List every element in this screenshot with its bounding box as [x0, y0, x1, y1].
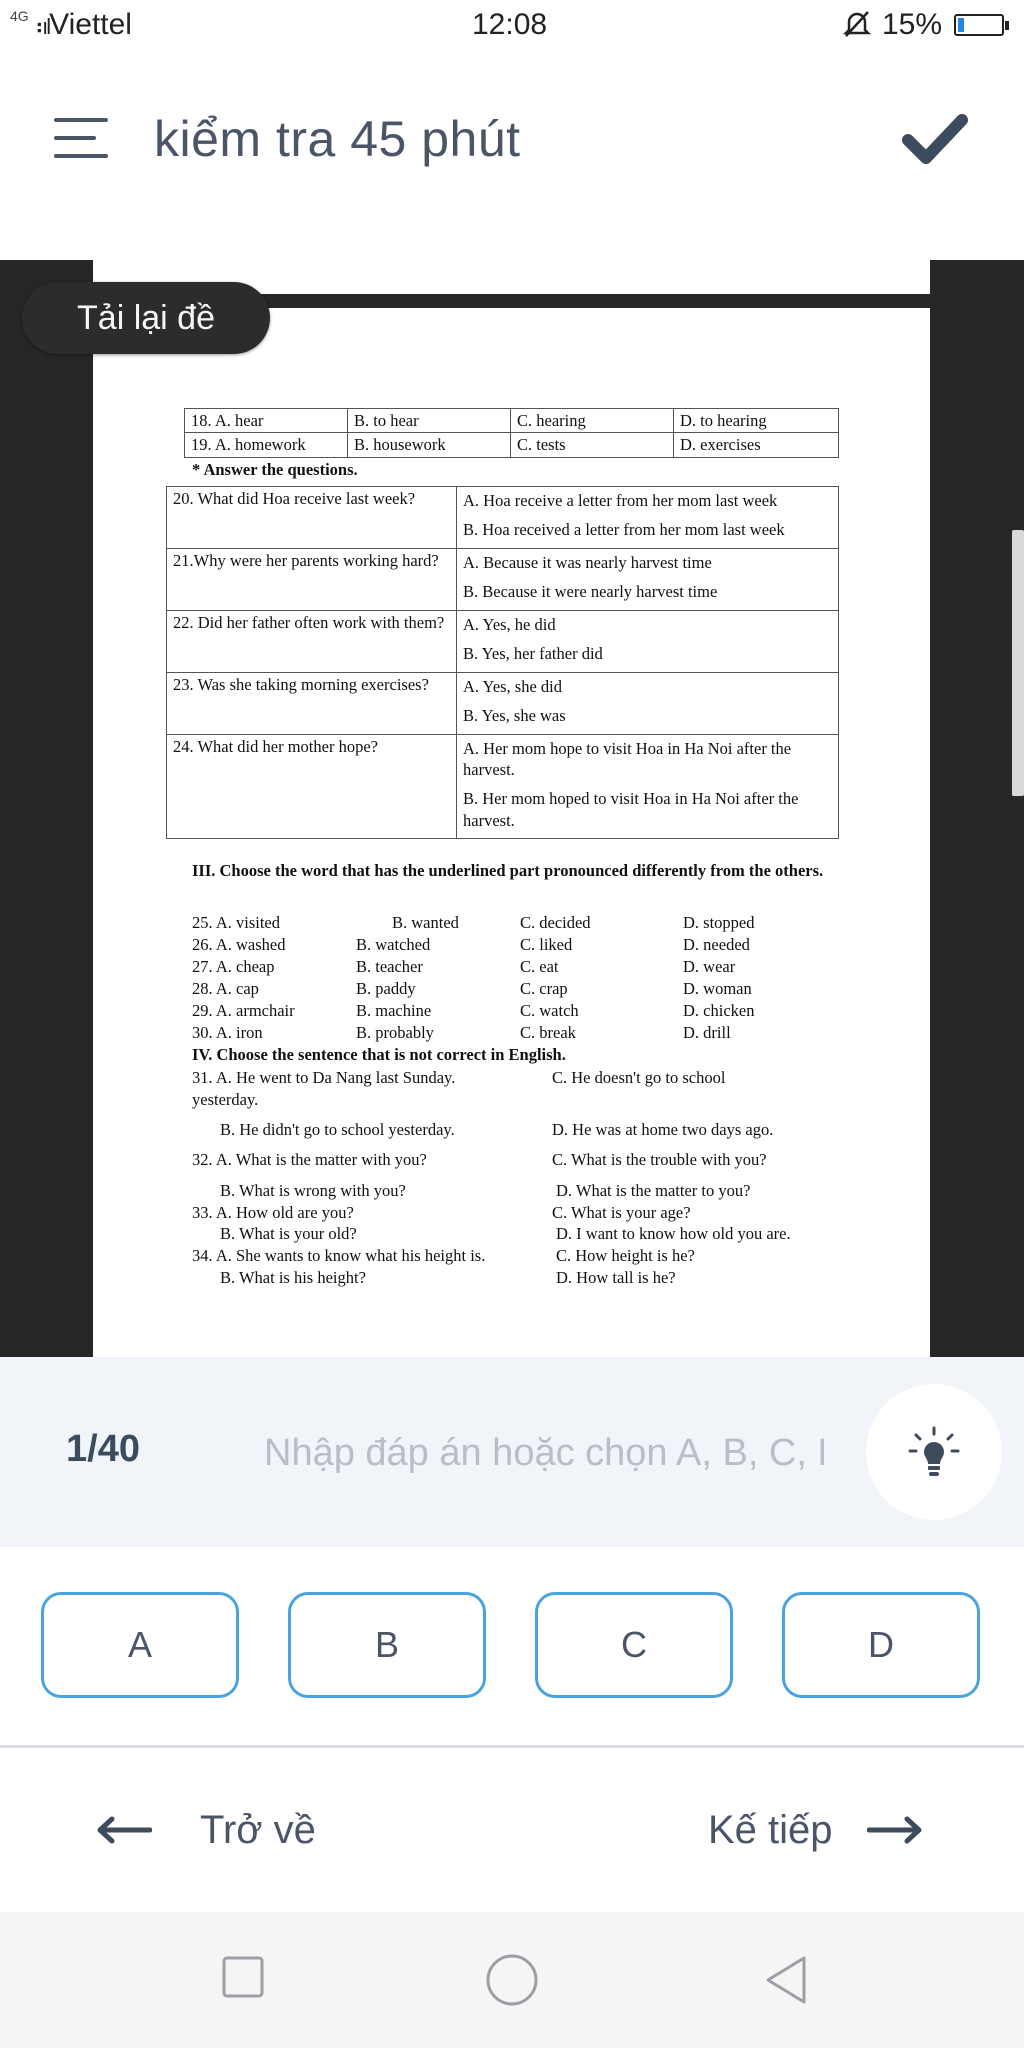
hint-button[interactable] — [866, 1384, 1002, 1520]
sentence-option: yesterday. — [192, 1090, 259, 1109]
answer-cell — [457, 487, 839, 549]
pron-option: B. watched — [356, 935, 431, 954]
sentence-option: C. He doesn't go to school — [552, 1068, 726, 1087]
table-row — [167, 610, 839, 672]
table-row — [185, 409, 839, 433]
sentence-option: B. What is your old? — [220, 1224, 357, 1243]
scrollbar[interactable] — [1012, 530, 1024, 796]
clock: 12:08 — [472, 8, 548, 41]
section-heading: IV. Choose the sentence that is not correct in English. — [192, 1045, 566, 1064]
pron-option: D. chicken — [683, 1001, 755, 1020]
sentence-option: 34. A. She wants to know what his height is. — [192, 1246, 486, 1265]
pron-option: 26. A. washed — [192, 935, 286, 954]
sentence-option: B. What is wrong with you? — [220, 1181, 406, 1200]
table-row — [167, 548, 839, 610]
pron-option: D. woman — [683, 979, 752, 998]
table-cell: D. to hearing — [674, 409, 839, 433]
status-bar — [0, 0, 1024, 52]
choice-d-button[interactable]: D — [782, 1592, 980, 1698]
pron-option: C. break — [520, 1023, 576, 1042]
battery-icon — [954, 14, 1004, 36]
check-icon[interactable] — [900, 108, 970, 168]
back-label: Trở về — [200, 1807, 316, 1852]
system-nav-bar — [0, 1912, 1024, 2048]
options-table — [184, 408, 839, 458]
next-label: Kế tiếp — [708, 1807, 833, 1852]
arrow-right-icon — [867, 1815, 923, 1845]
section-heading: III. Choose the word that has the underlined part pronounced differently from the others. — [192, 861, 824, 880]
question-cell: 23. Was she taking morning exercises? — [167, 672, 457, 734]
pron-option: 30. A. iron — [192, 1023, 263, 1042]
lightbulb-icon — [866, 1384, 1002, 1520]
sentence-option: 32. A. What is the matter with you? — [192, 1150, 427, 1169]
sentence-option: B. What is his height? — [220, 1268, 366, 1287]
answer-cell — [457, 548, 839, 610]
pron-option: D. wear — [683, 957, 736, 976]
option-b: B. Yes, her father did — [463, 644, 603, 664]
pron-option: B. machine — [356, 1001, 432, 1020]
carrier-name: ⠰ılViettel — [28, 8, 132, 41]
answer-cell — [457, 734, 839, 839]
sentence-option: C. What is the trouble with you? — [552, 1150, 767, 1169]
table-row — [167, 672, 839, 734]
sentence-option: D. What is the matter to you? — [556, 1181, 751, 1200]
option-a: A. Her mom hope to visit Hoa in Ha Noi after the harvest. — [463, 738, 792, 779]
pron-option: B. paddy — [356, 979, 416, 998]
question-cell: 21.Why were her parents working hard? — [167, 548, 457, 610]
sentence-option: C. What is your age? — [552, 1203, 691, 1222]
pron-option: D. needed — [683, 935, 750, 954]
sentence-option: D. He was at home two days ago. — [552, 1120, 774, 1139]
option-a: A. Hoa receive a letter from her mom last week — [463, 491, 778, 510]
answer-cell — [457, 610, 839, 672]
table-cell: C. tests — [511, 433, 674, 457]
pron-option: 27. A. cheap — [192, 957, 275, 976]
pron-option: C. liked — [520, 935, 573, 954]
arrow-left-icon — [96, 1815, 152, 1845]
divider — [0, 1745, 1024, 1748]
table-cell: D. exercises — [674, 433, 839, 457]
triangle-back-icon[interactable] — [760, 1952, 812, 2008]
pron-option: 29. A. armchair — [192, 1001, 295, 1020]
page-title: kiểm tra 45 phút — [154, 111, 521, 167]
battery-percent: 15% — [882, 8, 943, 41]
section-heading: * Answer the questions. — [192, 460, 358, 479]
table-row — [185, 433, 839, 457]
back-button[interactable] — [96, 1800, 316, 1860]
sentence-option: D. How tall is he? — [556, 1268, 676, 1287]
sentence-option: 31. A. He went to Da Nang last Sunday. — [192, 1068, 456, 1087]
option-a: A. Yes, he did — [463, 614, 556, 634]
pron-option: D. drill — [683, 1023, 731, 1042]
pron-option: C. decided — [520, 913, 591, 932]
qa-table — [166, 486, 839, 839]
option-b: B. Yes, she was — [463, 706, 566, 726]
choice-a-button[interactable]: A — [41, 1592, 239, 1698]
sentence-option: C. How height is he? — [556, 1246, 695, 1265]
pron-option: B. probably — [356, 1023, 434, 1042]
table-cell: B. housework — [348, 433, 511, 457]
choice-c-button[interactable]: C — [535, 1592, 733, 1698]
pron-option: C. watch — [520, 1001, 579, 1020]
mute-icon — [842, 8, 872, 47]
question-cell: 22. Did her father often work with them? — [167, 610, 457, 672]
next-button[interactable] — [708, 1800, 923, 1860]
question-cell: 24. What did her mother hope? — [167, 734, 457, 839]
pron-option: B. teacher — [356, 957, 423, 976]
table-cell: 19. A. homework — [185, 433, 348, 457]
question-cell: 20. What did Hoa receive last week? — [167, 487, 457, 549]
pron-option: C. crap — [520, 979, 568, 998]
sentence-option: 33. A. How old are you? — [192, 1203, 354, 1222]
answer-cell — [457, 672, 839, 734]
circle-icon[interactable] — [484, 1952, 540, 2008]
table-row — [167, 734, 839, 839]
option-a: A. Because it was nearly harvest time — [463, 552, 712, 572]
option-b: B. Hoa received a letter from her mom last week — [463, 520, 785, 540]
sentence-option: D. I want to know how old you are. — [556, 1224, 791, 1243]
menu-icon[interactable] — [54, 118, 110, 162]
table-cell: 18. A. hear — [185, 409, 348, 433]
pron-option: D. stopped — [683, 913, 755, 932]
square-icon[interactable] — [220, 1954, 266, 2000]
table-cell: C. hearing — [511, 409, 674, 433]
option-b: B. Her mom hoped to visit Hoa in Ha Noi after the harvest. — [463, 789, 799, 830]
option-b: B. Because it were nearly harvest time — [463, 582, 718, 602]
option-a: A. Yes, she did — [463, 676, 563, 696]
pron-option: B. wanted — [392, 913, 459, 932]
sentence-option: B. He didn't go to school yesterday. — [220, 1120, 455, 1139]
pron-option: 28. A. cap — [192, 979, 259, 998]
pron-option: C. eat — [520, 957, 559, 976]
choice-b-button[interactable]: B — [288, 1592, 486, 1698]
answer-input[interactable] — [262, 1420, 826, 1486]
signal-icon: 4G — [10, 8, 29, 24]
question-counter: 1/40 — [66, 1428, 140, 1470]
pron-option: 25. A. visited — [192, 913, 281, 932]
table-row — [167, 487, 839, 549]
table-cell: B. to hear — [348, 409, 511, 433]
reload-exam-button[interactable]: Tải lại đề — [22, 282, 270, 354]
